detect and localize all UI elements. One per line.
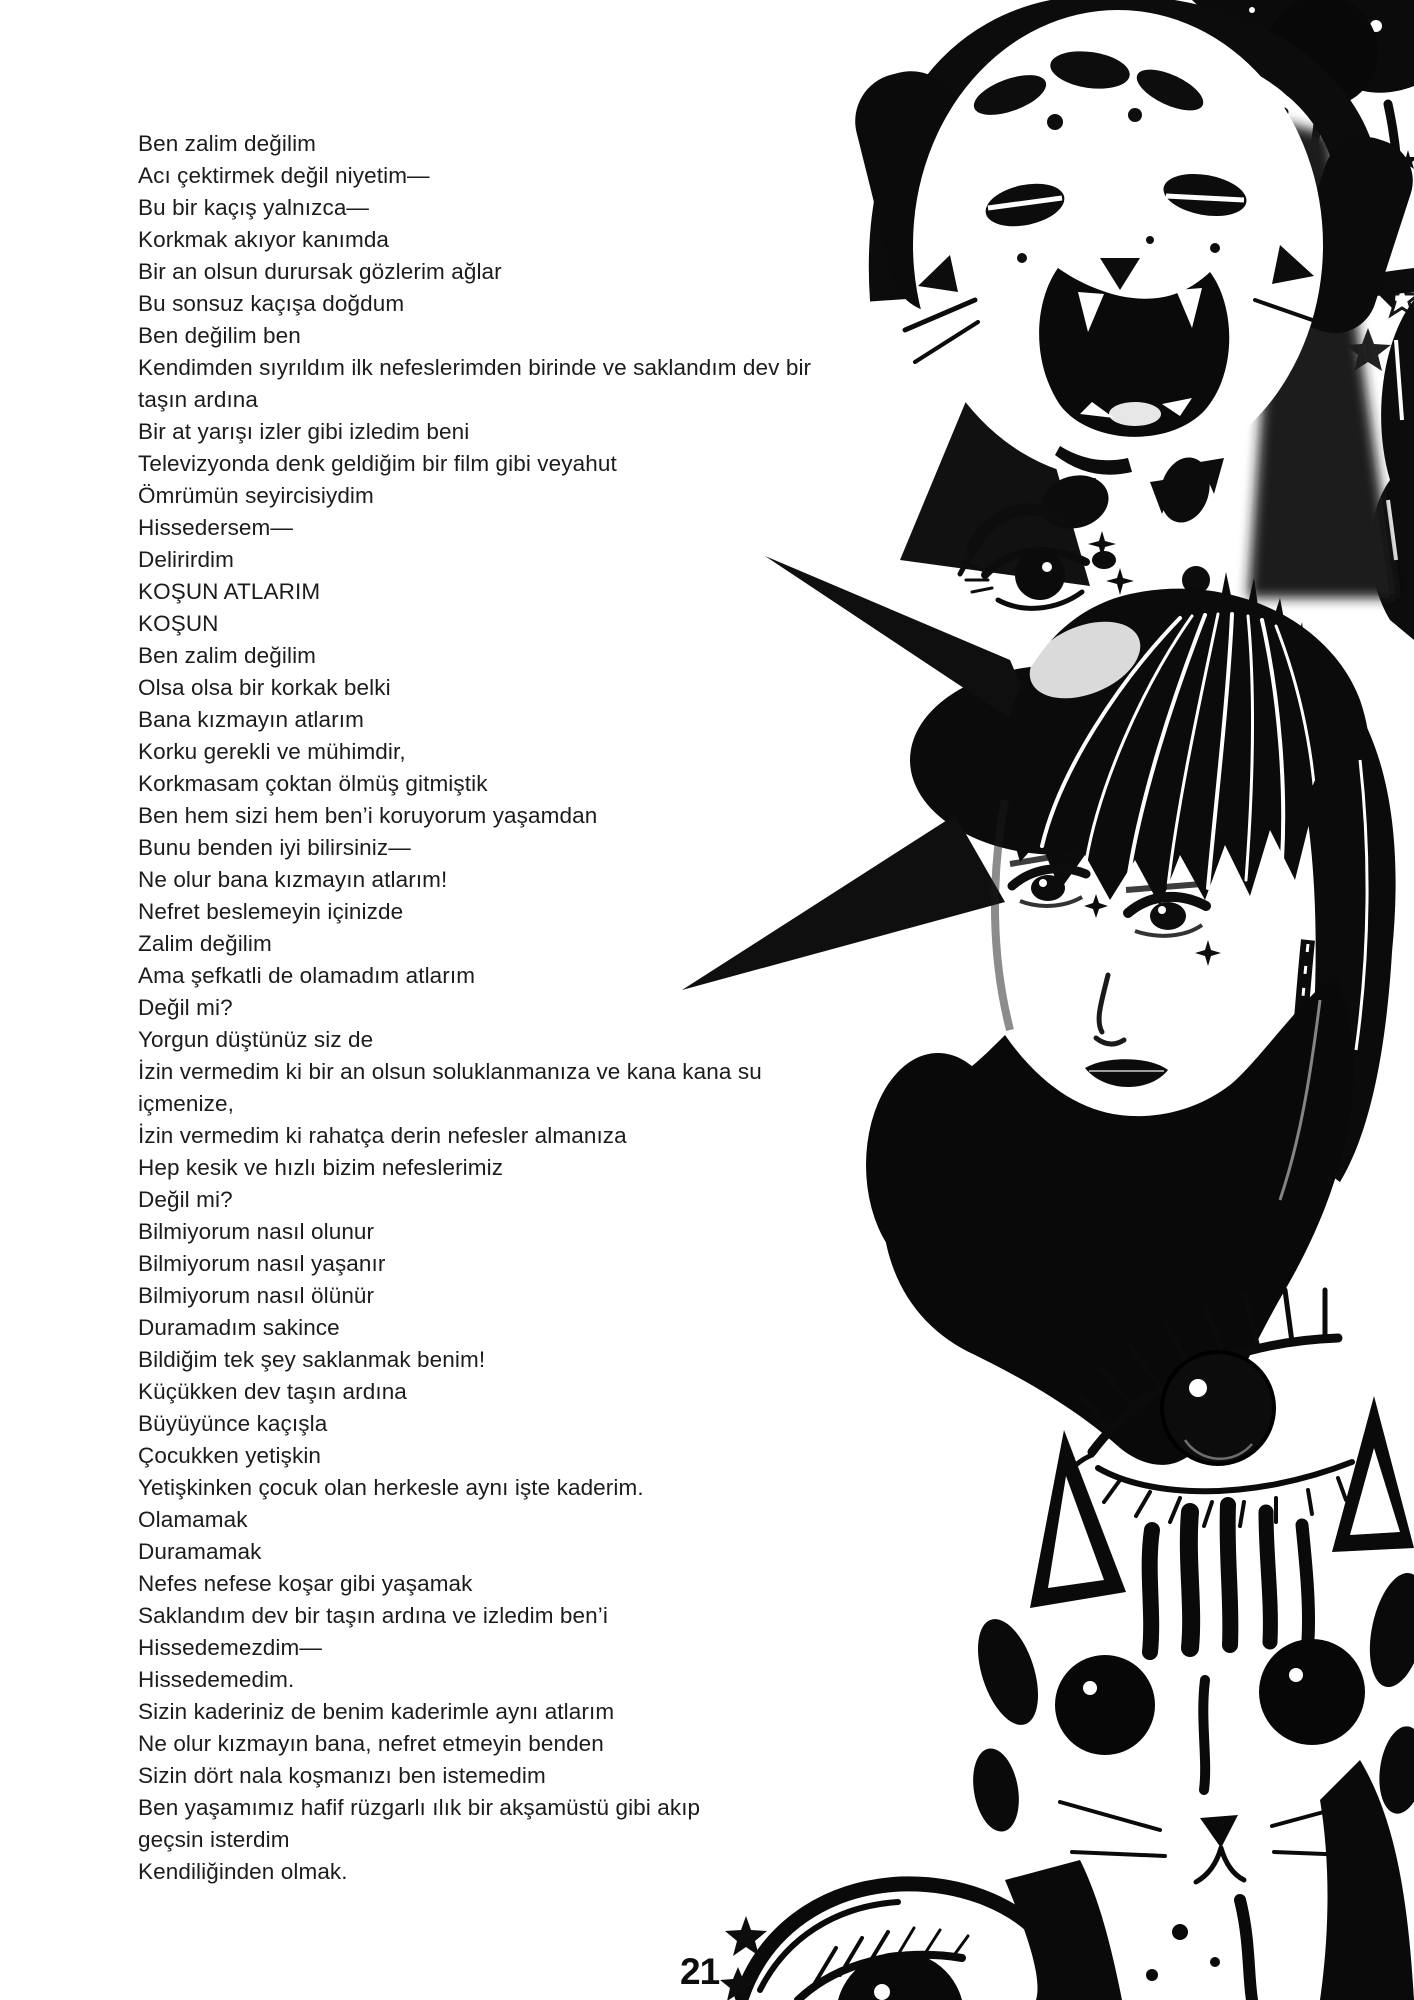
poem-line: Bunu benden iyi bilirsiniz— bbox=[138, 835, 411, 860]
poem-line: Bu bir kaçış yalnızca— bbox=[138, 195, 370, 220]
poem-line: Hissedemedim. bbox=[138, 1667, 295, 1692]
poem-line: Bildiğim tek şey saklanmak benim! bbox=[138, 1347, 486, 1372]
poem-line: Nefes nefese koşar gibi yaşamak bbox=[138, 1571, 473, 1596]
kitten-forehead-stripes bbox=[1150, 1505, 1309, 1652]
poem-line: Bana kızmayın atlarım bbox=[138, 707, 364, 732]
kitten-body-patch bbox=[1005, 1860, 1122, 2000]
poem-line: Ben hem sizi hem ben’i koruyorum yaşamdan bbox=[138, 803, 598, 828]
poem-line: Ne olur kızmayın bana, nefret etmeyin benden bbox=[138, 1731, 604, 1756]
poem-line: Korkmasam çoktan ölmüş gitmiştik bbox=[138, 771, 488, 796]
sparkle-cross-icon bbox=[1084, 894, 1108, 918]
poem-line: Ömrümün seyircisiydim bbox=[138, 483, 374, 508]
poem-line: İzin vermedim ki bir an olsun soluklanmanıza ve kana kana su bbox=[138, 1059, 762, 1084]
iris-glint bbox=[874, 1984, 890, 2000]
poem-line: Ama şefkatli de olamadım atlarım bbox=[138, 963, 476, 988]
poem-line: Yetişkinken çocuk olan herkesle aynı işte kaderim. bbox=[138, 1475, 644, 1500]
poem-line: Büyüyünce kaçışla bbox=[138, 1411, 328, 1436]
poem-line: Korku gerekli ve mühimdir, bbox=[138, 739, 406, 764]
sparkle-cross-icon bbox=[1195, 940, 1221, 966]
poem-line: Küçükken dev taşın ardına bbox=[138, 1379, 407, 1404]
kitten-nose bbox=[1200, 1815, 1238, 1848]
lower-eyelid bbox=[1098, 1462, 1352, 1491]
poem-line: Ben değilim ben bbox=[138, 323, 301, 348]
poem-line: Zalim değilim bbox=[138, 931, 272, 956]
poem-line: Değil mi? bbox=[138, 1187, 233, 1212]
poem-line: Duramadım sakince bbox=[138, 1315, 340, 1340]
poem-line: Ben yaşamımız hafif rüzgarlı ılık bir akşamüstü gibi akıp bbox=[138, 1795, 701, 1820]
kitten-eye-left bbox=[1055, 1655, 1155, 1755]
iris-glint bbox=[1189, 1379, 1207, 1397]
poem-line: Korkmak akıyor kanımda bbox=[138, 227, 390, 252]
poem-line: geçsin isterdim bbox=[138, 1827, 290, 1852]
poem-line: KOŞUN ATLARIM bbox=[138, 579, 321, 604]
poem-line: taşın ardına bbox=[138, 387, 259, 412]
poem-line: Sizin dört nala koşmanızı ben istemedim bbox=[138, 1763, 546, 1788]
poem-line: Televizyonda denk geldiğim bir film gibi veyahut bbox=[138, 451, 617, 476]
iris bbox=[1015, 550, 1065, 600]
poem-line: Bilmiyorum nasıl olunur bbox=[138, 1219, 375, 1244]
right-eye bbox=[1126, 884, 1206, 936]
poem-line: Ben zalim değilim bbox=[138, 643, 317, 668]
cat-tongue bbox=[1109, 402, 1161, 426]
poem-line: Acı çektirmek değil niyetim— bbox=[138, 163, 430, 188]
poem-text bbox=[138, 128, 811, 1888]
poem-line: Delirirdim bbox=[138, 547, 234, 572]
poem-line: Bir an olsun durursak gözlerim ağlar bbox=[138, 259, 502, 284]
poem-line: Hissedemezdim— bbox=[138, 1635, 322, 1660]
poem-line: Nefret beslemeyin içinizde bbox=[138, 899, 404, 924]
poem-line: Bir at yarışı izler gibi izledim beni bbox=[138, 419, 470, 444]
poem-line: Sizin kaderiniz de benim kaderimle aynı atlarım bbox=[138, 1699, 615, 1724]
poem-line: Çocukken yetişkin bbox=[138, 1443, 322, 1468]
poem-line: Yorgun düştünüz siz de bbox=[138, 1027, 374, 1052]
kitten-eye-right bbox=[1259, 1639, 1365, 1745]
kitten-illustration bbox=[966, 1396, 1414, 2000]
iris-glint bbox=[1042, 562, 1052, 572]
poem-line: Bu sonsuz kaçışa doğdum bbox=[138, 291, 405, 316]
nose bbox=[1096, 975, 1124, 1044]
page-number: 21 bbox=[680, 1951, 720, 1992]
sparkle-cross-icon bbox=[1106, 568, 1134, 595]
poem-line: Ben zalim değilim bbox=[138, 131, 317, 156]
poem-line: İzin vermedim ki rahatça derin nefesler almanıza bbox=[138, 1123, 627, 1148]
lips bbox=[1085, 1059, 1168, 1087]
poem-line: Olamamak bbox=[138, 1507, 248, 1532]
poem-line: KOŞUN bbox=[138, 611, 219, 636]
poem-line: Bilmiyorum nasıl yaşanır bbox=[138, 1251, 386, 1276]
poem-line: Bilmiyorum nasıl ölünür bbox=[138, 1283, 375, 1308]
kitten-nose-bridge bbox=[1203, 1680, 1205, 1790]
poem-line: Saklandım dev bir taşın ardına ve izledim ben’i bbox=[138, 1603, 608, 1628]
poem-line: Kendimden sıyrıldım ilk nefeslerimden birinde ve saklandım dev bir bbox=[138, 355, 812, 380]
poem-line: Kendiliğinden olmak. bbox=[138, 1859, 348, 1884]
bottom-eye-illustration bbox=[720, 1884, 1040, 2000]
poem-line: içmenize, bbox=[138, 1091, 234, 1116]
poem-line: Olsa olsa bir korkak belki bbox=[138, 675, 391, 700]
poem-line: Ne olur bana kızmayın atlarım! bbox=[138, 867, 448, 892]
poem-line: Değil mi? bbox=[138, 995, 233, 1020]
poem-line: Duramamak bbox=[138, 1539, 262, 1564]
poem-line: Hep kesik ve hızlı bizim nefeslerimiz bbox=[138, 1155, 504, 1180]
poem-line: Hissedersem— bbox=[138, 515, 293, 540]
